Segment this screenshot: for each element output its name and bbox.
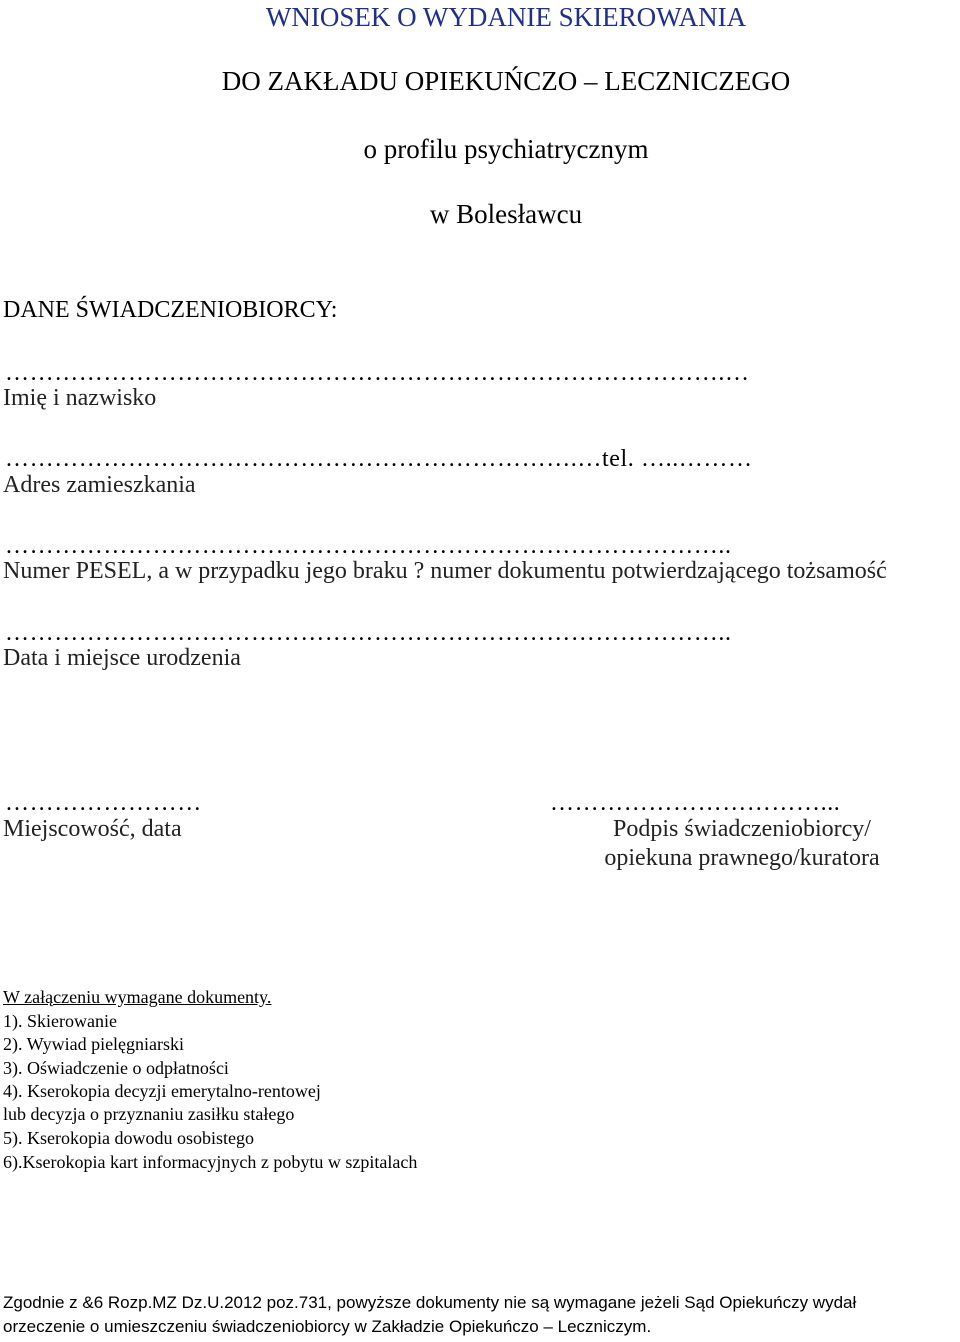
attachment-item: 4). Kserokopia decyzji emerytalno-rentowej (3, 1081, 321, 1101)
name-label: Imię i nazwisko (3, 385, 157, 411)
address-fill-line[interactable]: …………………………………………………………….…tel. …..……… (5, 446, 753, 472)
place-date-fill-line[interactable]: …………………… (5, 790, 202, 816)
attachment-item: 5). Kserokopia dowodu osobistego (3, 1128, 254, 1148)
birth-fill-line[interactable]: …………………………………………………………………………….. (5, 620, 732, 646)
birth-label: Data i miejsce urodzenia (3, 645, 241, 671)
address-label: Adres zamieszkania (3, 472, 196, 498)
pesel-fill-line[interactable]: …………………………………………………………………………….. (5, 533, 732, 559)
attachments-heading: W załączeniu wymagane dokumenty. (3, 987, 272, 1007)
footer-note-line1: Zgodnie z &6 Rozp.MZ Dz.U.2012 poz.731, powyższe dokumenty nie są wymagane jeżeli Sąd Opiekuńczy wydał (3, 1293, 857, 1312)
footer-note-line2: orzeczenie o umieszczeniu świadczeniobiorcy w Zakładzie Opiekuńczo – Leczniczym. (3, 1317, 652, 1336)
document-subtitle-profile: o profilu psychiatrycznym (363, 134, 649, 164)
document-title-line2: DO ZAKŁADU OPIEKUŃCZO – LECZNICZEGO (221, 66, 791, 96)
attachment-item: 6).Kserokopia kart informacyjnych z pobytu w szpitalach (3, 1152, 418, 1172)
place-date-label: Miejscowość, data (3, 816, 182, 842)
attachment-item: 1). Skierowanie (3, 1011, 117, 1031)
pesel-label: Numer PESEL, a w przypadku jego braku ? numer dokumentu potwierdzającego tożsamość (3, 558, 887, 584)
signature-label-line1: Podpis świadczeniobiorcy/ (613, 816, 871, 842)
attachment-item: 2). Wywiad pielęgniarski (3, 1034, 185, 1054)
attachment-item: 3). Oświadczenie o odpłatności (3, 1058, 229, 1078)
section-title: DANE ŚWIADCZENIOBIORCY: (3, 297, 338, 323)
document-title: WNIOSEK O WYDANIE SKIEROWANIA (265, 2, 747, 32)
name-fill-line[interactable]: …………………………………………………………………………….… (5, 360, 750, 386)
attachment-item: lub decyzja o przyznaniu zasiłku stałego (3, 1104, 295, 1124)
document-subtitle-location: w Bolesławcu (429, 199, 583, 229)
signature-label-line2: opiekuna prawnego/kuratora (604, 845, 880, 871)
signature-fill-line[interactable]: ……………………………... (550, 790, 841, 816)
